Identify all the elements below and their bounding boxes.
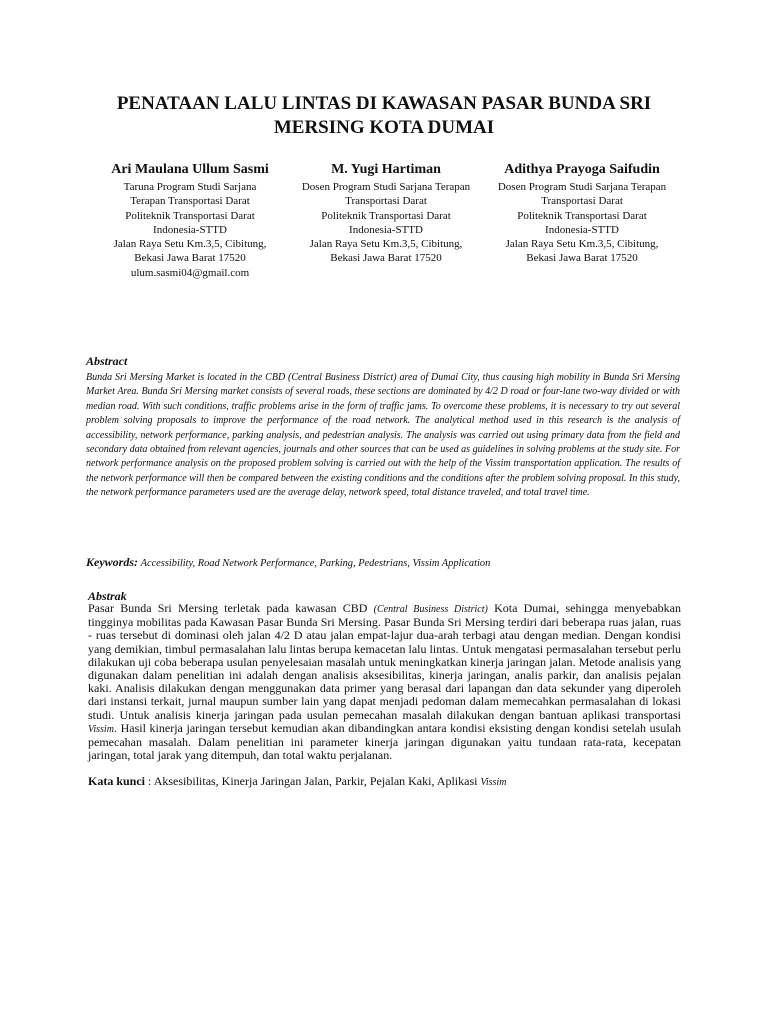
author-affiliation-line: Politeknik Transportasi Darat [321, 209, 451, 222]
author-address-line: Jalan Raya Setu Km.3,5, Cibitung, [113, 238, 267, 251]
author-affiliation-line: Indonesia-STTD [545, 223, 619, 236]
author-affiliation-line: Dosen Program Studi Sarjana Terapan [301, 181, 471, 193]
author-3 [482, 160, 682, 266]
author-2 [286, 160, 486, 266]
author-name: Adithya Prayoga Saifudin [504, 162, 660, 177]
author-email: ulum.sasmi04@gmail.com [130, 266, 250, 279]
abstrak-vissim-term: Vissim [88, 723, 114, 735]
author-address-line: Bekasi Jawa Barat 17520 [526, 252, 638, 265]
kata-kunci [88, 774, 688, 790]
kata-kunci-value: : Aksesibilitas, Kinerja Jaringan Jalan, Parkir, Pejalan Kaki, Aplikasi [148, 774, 478, 788]
keywords [86, 555, 686, 571]
author-affiliation-line: Indonesia-STTD [349, 223, 423, 236]
author-address-line: Bekasi Jawa Barat 17520 [134, 252, 246, 265]
author-1 [90, 160, 290, 280]
paper-title [40, 92, 728, 140]
author-affiliation-line: Terapan Transportasi Darat [130, 195, 250, 208]
author-name: M. Yugi Hartiman [331, 162, 441, 177]
author-affiliation-line: Indonesia-STTD [153, 223, 227, 236]
keywords-value: Accessibility, Road Network Performance, Parking, Pedestrians, Vissim Application [140, 558, 491, 569]
abstrak-text: . Hasil kinerja jaringan tersebut kemudian akan dibandingkan antara kondisi eksisting dengan kondisi setelah usulah pemecahan masalah. Dalam penelitian ini parameter kinerja jaringan digunakan yaitu tundaan rata-rata, kecepatan jaringan, total jarak yang ditempuh, dan total waktu perjalanan. [88, 720, 681, 763]
author-affiliation-line: Dosen Program Studi Sarjana Terapan [497, 181, 667, 193]
abstrak-body [88, 602, 681, 762]
author-name: Ari Maulana Ullum Sasmi [111, 162, 269, 177]
author-affiliation-line: Politeknik Transportasi Darat [517, 209, 647, 222]
author-address-line: Jalan Raya Setu Km.3,5, Cibitung, [309, 238, 463, 251]
author-affiliation-line: Transportasi Darat [345, 195, 427, 208]
kata-kunci-label: Kata kunci [88, 774, 146, 788]
abstrak-text: Pasar Bunda Sri Mersing terletak pada kawasan CBD [88, 601, 368, 615]
paper-title-line-1: PENATAAN LALU LINTAS DI KAWASAN PASAR BUNDA SRI [116, 93, 652, 114]
author-affiliation-line: Transportasi Darat [541, 195, 623, 208]
paper-title-line-2: MERSING KOTA DUMAI [273, 117, 495, 138]
keywords-label: Keywords: [86, 555, 138, 569]
kata-kunci-vissim: Vissim [480, 777, 507, 788]
abstrak-cbd-term: (Central Business District) [373, 604, 488, 615]
abstrak-text: Kota Dumai, sehingga menyebabkan tingginya mobilitas pada Kawasan Pasar Bunda Sri Mersing. Pasar Bunda Sri Mersing terdiri dari beberapa ruas jalan, ruas - ruas tersebut di dominasi oleh jalan 4/2 D atau jalan empat-lajur dua-arah terbagi atau dengan median. Dengan kondisi yang demikian, timbul permasalahan lalu lintas berupa kemacetan lalu lintas. Untuk mengatasi permasalahan tersebut perlu dilakukan uji coba beberapa usulan penyelesaian masalah untuk meningkatkan kinerja jaringan jalan. Metode analisis yang digunakan dalam penelitian ini adalah dengan analisis aksesibilitas, kinerja jaringan, analis parkir, dan analisis pejalan kaki. Analisis dilakukan dengan menggunakan data primer yang berasal dari lapangan dan data sekunder yang diperoleh dari instansi terkait, jurnal maupun sumber lain yang dapat menjadi pedoman dalam memecahkan permasalahan di lokasi studi. Untuk analisis kinerja jaringan pada usulan pemecahan masalah dilakukan dengan bantuan aplikasi transportasi [88, 601, 681, 722]
abstrak-heading: Abstrak [88, 589, 127, 603]
author-affiliation-line: Politeknik Transportasi Darat [125, 209, 255, 222]
author-address-line: Jalan Raya Setu Km.3,5, Cibitung, [505, 238, 659, 251]
abstract-heading: Abstract [86, 354, 128, 368]
abstract-body: Bunda Sri Mersing Market is located in the CBD (Central Business District) area of Dumai City, thus causing high mobility in Bunda Sri Mersing Market Area. Bunda Sri Mersing market consists of several roads, these sections are dominated by 4/2 D road or four-lane two-way divided or with median road. With such conditions, traffic problems arise in the form of traffic jams. To overcome these problems, it is necessary to try out several problem solving proposals to improve the performance of the road network. The analytical method used in this research is the analysis of accessibility, network performance, parking analysis, and pedestrian analysis. The analysis was carried out using primary data from the field and secondary data obtained from relevant agencies, journals and other sources that can be used as guidelines in solving problems at the study site. For network performance analysis on the proposed problem solving is carried out with the help of the Vissim transportation application. The results of the network performance will then be compared between the existing conditions and the conditions after the problem solving proposal. In this study, the network performance parameters used are the average delay, network speed, total distance traveled, and total travel time. [86, 372, 680, 499]
author-address-line: Bekasi Jawa Barat 17520 [330, 252, 442, 265]
author-affiliation-line: Taruna Program Studi Sarjana [123, 181, 257, 193]
